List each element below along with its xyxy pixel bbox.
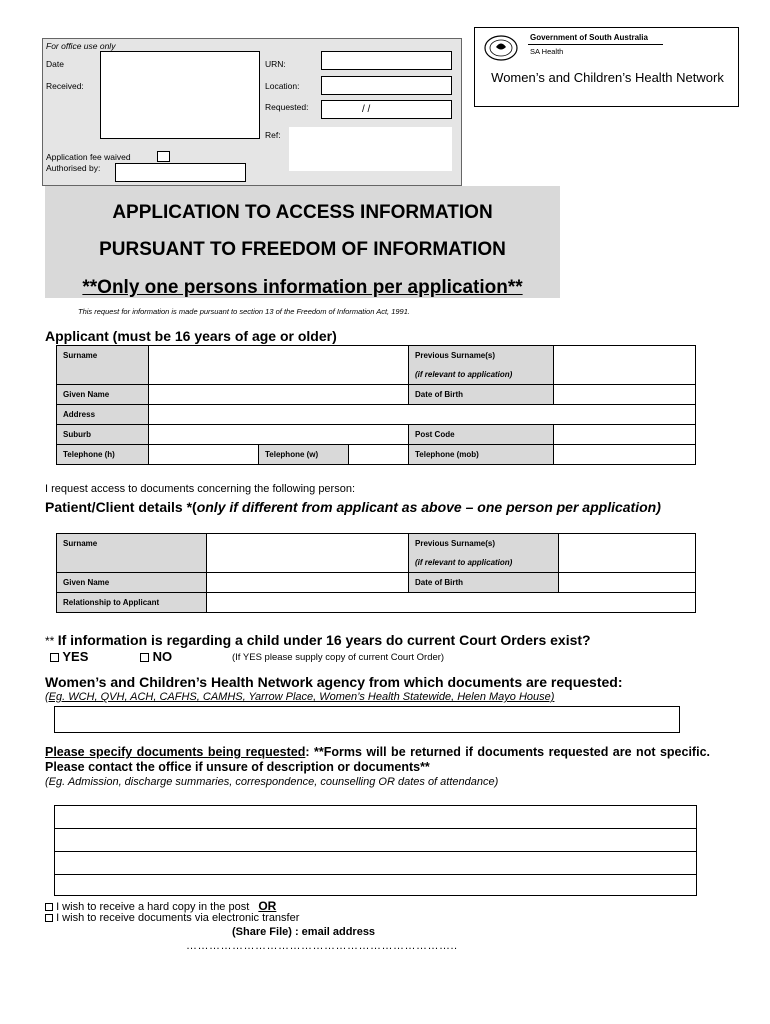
applicant-prev-surname-note: (if relevant to application) [409, 365, 554, 385]
patient-relationship-field[interactable] [207, 593, 696, 613]
authorised-by-field[interactable] [115, 163, 246, 182]
applicant-address-label: Address [57, 405, 149, 425]
court-yes-label: YES [62, 649, 89, 664]
documents-heading-main: Please specify documents being requested [45, 745, 306, 759]
documents-row-divider [55, 874, 696, 875]
agency-heading: Women’s and Children’s Health Network agency from which documents are requested: [45, 674, 623, 690]
patient-surname-field[interactable] [207, 534, 409, 573]
applicant-tel-h-label: Telephone (h) [57, 445, 149, 465]
date-received-field[interactable] [100, 51, 260, 139]
electronic-label: I wish to receive documents via electronic transfer [56, 912, 300, 924]
documents-heading [45, 745, 710, 775]
patient-relationship-label: Relationship to Applicant [57, 593, 207, 613]
office-use-heading: For office use only [46, 41, 116, 51]
documents-row-divider [55, 828, 696, 829]
patient-surname-label: Surname [57, 534, 207, 573]
patient-table [56, 533, 696, 613]
electronic-checkbox[interactable] [45, 914, 53, 922]
foi-act-note: This request for information is made pursuant to section 13 of the Freedom of Information Act, 1991. [78, 307, 410, 316]
hard-copy-checkbox[interactable] [45, 903, 53, 911]
applicant-prev-surname-field[interactable] [554, 346, 696, 385]
title-block [45, 186, 560, 298]
patient-prev-surname-label: Previous Surname(s) [409, 534, 559, 554]
applicant-table [56, 345, 696, 465]
applicant-given-name-label: Given Name [57, 385, 149, 405]
applicant-dob-field[interactable] [554, 385, 696, 405]
sa-government-crest-icon [483, 34, 519, 62]
agency-examples: (Eg. WCH, QVH, ACH, CAFHS, CAMHS, Yarrow Place, Women’s Health Statewide, Helen Mayo House) [45, 691, 555, 703]
office-use-box [42, 38, 462, 186]
applicant-tel-w-label: Telephone (w) [259, 445, 349, 465]
court-no-option[interactable] [140, 649, 172, 664]
court-no-checkbox[interactable] [140, 653, 149, 662]
applicant-heading: Applicant (must be 16 years of age or older) [45, 328, 337, 344]
applicant-tel-h-field[interactable] [149, 445, 259, 465]
documents-field[interactable] [54, 805, 697, 896]
applicant-address-field[interactable] [149, 405, 696, 425]
sa-health-label: SA Health [530, 47, 564, 56]
applicant-tel-w-field[interactable] [349, 445, 409, 465]
applicant-tel-mob-label: Telephone (mob) [409, 445, 554, 465]
documents-examples: (Eg. Admission, discharge summaries, correspondence, counselling OR dates of attendance) [45, 776, 499, 788]
patient-given-name-label: Given Name [57, 573, 207, 593]
gov-divider [528, 44, 663, 45]
location-label: Location: [265, 81, 300, 91]
patient-heading-main: Patient/Client details *( [45, 499, 197, 515]
government-header-box [474, 27, 739, 107]
court-order-question [45, 632, 591, 648]
urn-field[interactable] [321, 51, 452, 70]
network-name: Women’s and Children’s Health Network [491, 70, 724, 85]
court-order-note: (If YES please supply copy of current Court Order) [232, 652, 445, 663]
applicant-given-name-field[interactable] [149, 385, 409, 405]
applicant-suburb-label: Suburb [57, 425, 149, 445]
location-field[interactable] [321, 76, 452, 95]
fee-waived-label: Application fee waived [46, 152, 131, 162]
fee-waived-checkbox[interactable] [157, 151, 170, 162]
title-line-2: PURSUANT TO FREEDOM OF INFORMATION [99, 239, 506, 260]
court-order-question-text: If information is regarding a child under 16 years do current Court Orders exist? [57, 632, 591, 648]
requested-label: Requested: [265, 102, 309, 112]
patient-prev-surname-note: (if relevant to application) [409, 553, 559, 573]
ref-label: Ref: [265, 130, 281, 140]
applicant-postcode-label: Post Code [409, 425, 554, 445]
court-yes-option[interactable] [50, 649, 88, 664]
applicant-prev-surname-label: Previous Surname(s) [409, 346, 554, 366]
patient-heading-note: only if different from applicant as above – one person per application) [196, 499, 661, 515]
date-label: Date [46, 59, 64, 69]
applicant-dob-label: Date of Birth [409, 385, 554, 405]
applicant-surname-field[interactable] [149, 346, 409, 385]
ref-field[interactable] [289, 127, 452, 171]
received-label: Received: [46, 81, 84, 91]
patient-prev-surname-field[interactable] [559, 534, 696, 573]
title-line-3: **Only one persons information per application** [82, 277, 523, 298]
request-access-line: I request access to documents concerning the following person: [45, 483, 356, 495]
gov-sa-label: Government of South Australia [530, 33, 648, 42]
authorised-by-label: Authorised by: [46, 163, 101, 173]
hard-copy-option[interactable] [45, 899, 276, 913]
electronic-option[interactable] [45, 912, 299, 924]
agency-field[interactable] [54, 706, 680, 733]
hard-copy-label: I wish to receive a hard copy in the post [56, 901, 250, 913]
title-line-1: APPLICATION TO ACCESS INFORMATION [112, 202, 493, 223]
urn-label: URN: [265, 59, 286, 69]
patient-dob-field[interactable] [559, 573, 696, 593]
sharefile-email-label: (Share File) : email address [232, 926, 376, 938]
applicant-tel-mob-field[interactable] [554, 445, 696, 465]
patient-given-name-field[interactable] [207, 573, 409, 593]
court-yes-checkbox[interactable] [50, 653, 59, 662]
court-order-prefix: ** [45, 634, 58, 648]
email-address-line[interactable]: …………………………………………………………….. [186, 940, 458, 952]
applicant-suburb-field[interactable] [149, 425, 409, 445]
patient-heading [45, 500, 665, 515]
requested-date-field[interactable]: / / [321, 100, 452, 119]
documents-heading-note: : **Forms will be returned if documents requested are not specific. Please contact the office if unsure of description or documents** [45, 745, 710, 774]
patient-dob-label: Date of Birth [409, 573, 559, 593]
applicant-postcode-field[interactable] [554, 425, 696, 445]
or-label: OR [258, 899, 277, 913]
court-no-label: NO [152, 649, 173, 664]
documents-row-divider [55, 851, 696, 852]
applicant-surname-label: Surname [57, 346, 149, 385]
